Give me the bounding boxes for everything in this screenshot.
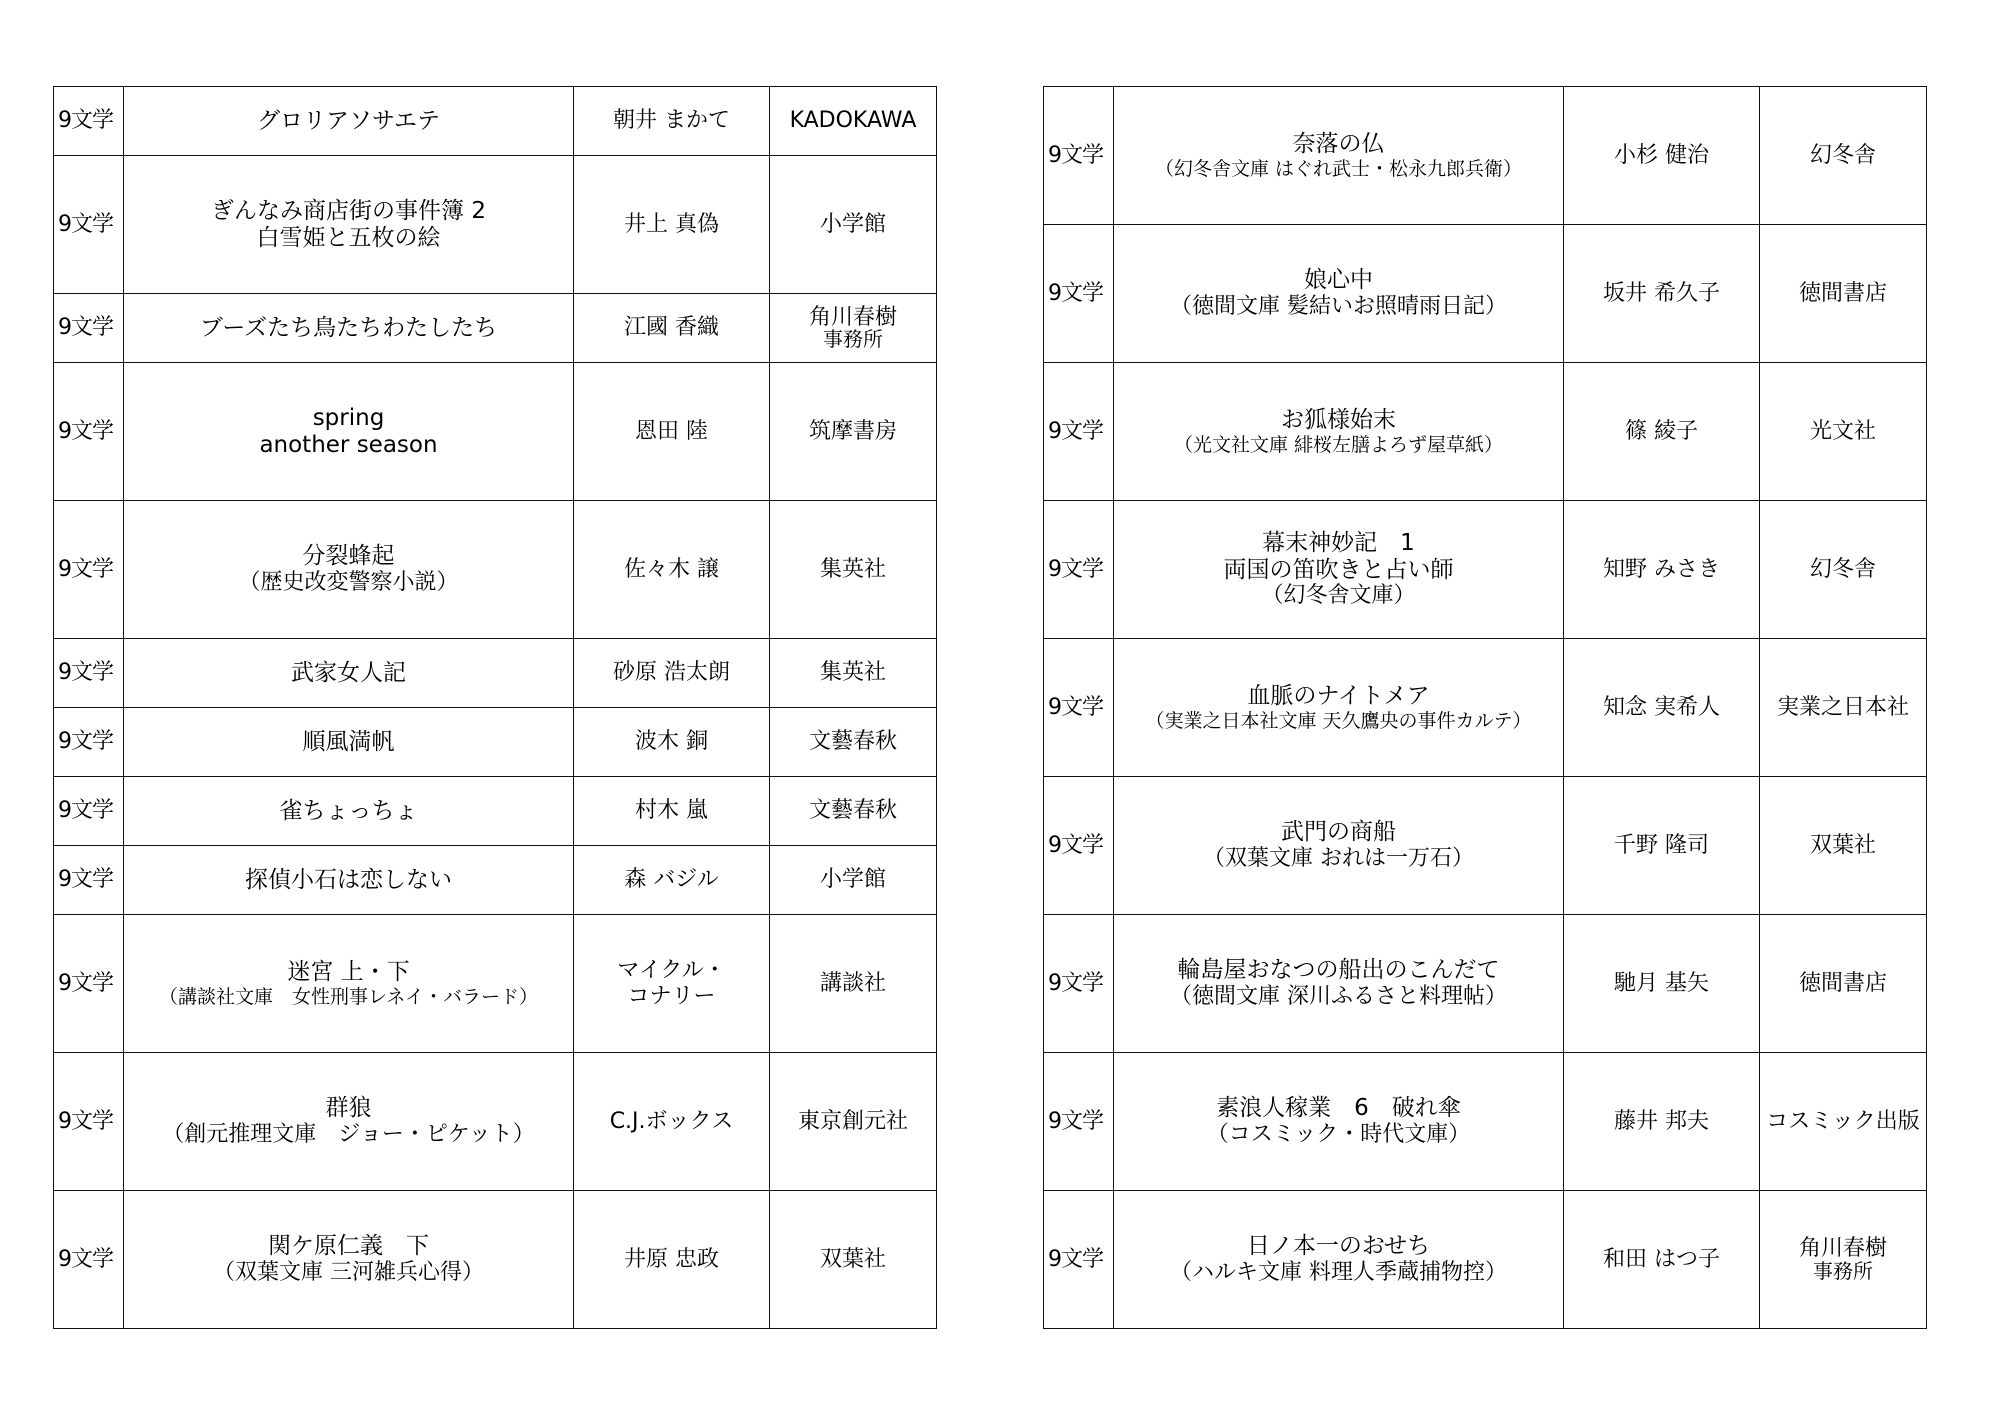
category-cell: 9文学: [1044, 501, 1114, 639]
book-title: 順風満帆: [302, 728, 395, 755]
title-cell: [1114, 225, 1564, 363]
book-title: お狐様始末: [1281, 407, 1396, 434]
table-row: [54, 1053, 937, 1191]
category-cell: 9文学: [1044, 639, 1114, 777]
title-cell: [124, 363, 574, 501]
publisher-cell: 幻冬舎: [1760, 87, 1927, 225]
table-row: [54, 915, 937, 1053]
table-row: [54, 777, 937, 846]
book-subtitle: （双葉文庫 三河雑兵心得）: [213, 1260, 484, 1286]
author-cell: 村木 嵐: [574, 777, 770, 846]
author-cell: [574, 915, 770, 1053]
publisher-cell: 実業之日本社: [1760, 639, 1927, 777]
author-cell: 井上 真偽: [574, 156, 770, 294]
book-subtitle: 白雪姫と五枚の絵: [256, 224, 441, 251]
category-cell: 9文学: [54, 87, 124, 156]
author-cell: 井原 忠政: [574, 1191, 770, 1329]
title-cell: [124, 846, 574, 915]
title-cell: [124, 294, 574, 363]
book-title: spring: [312, 404, 385, 431]
table-row: [1044, 225, 1927, 363]
category-cell: 9文学: [1044, 1191, 1114, 1329]
book-subtitle-2: （幻冬舎文庫）: [1261, 583, 1416, 609]
category-cell: 9文学: [1044, 87, 1114, 225]
publisher-cell: 幻冬舎: [1760, 501, 1927, 639]
author-cell: 篠 綾子: [1564, 363, 1760, 501]
book-subtitle: （徳間文庫 髪結いお照晴雨日記）: [1170, 294, 1507, 320]
title-cell: [124, 639, 574, 708]
category-cell: 9文学: [54, 1053, 124, 1191]
book-title: 分裂蜂起: [302, 543, 395, 570]
book-title: 血脈のナイトメア: [1247, 683, 1430, 710]
publisher-cell: [1760, 1191, 1927, 1329]
table-row: [1044, 87, 1927, 225]
author-cell: 朝井 まかて: [574, 87, 770, 156]
title-cell: [124, 915, 574, 1053]
author-cell: 知念 実希人: [1564, 639, 1760, 777]
book-subtitle: （歴史改変警察小説）: [238, 570, 459, 596]
book-title: 輪島屋おなつの船出のこんだて: [1177, 957, 1500, 984]
book-title: 武家女人記: [291, 659, 406, 686]
table-row: [1044, 1191, 1927, 1329]
publisher-cell: 集英社: [770, 501, 937, 639]
book-subtitle: （双葉文庫 おれは一万石）: [1203, 846, 1474, 872]
author-cell: 波木 銅: [574, 708, 770, 777]
publisher-cell: 徳間書店: [1760, 225, 1927, 363]
book-subtitle: another season: [259, 431, 438, 458]
publisher-cell: 東京創元社: [770, 1053, 937, 1191]
publisher-cell: 光文社: [1760, 363, 1927, 501]
book-subtitle: （コスミック・時代文庫）: [1206, 1122, 1471, 1148]
category-cell: 9文学: [1044, 777, 1114, 915]
category-cell: 9文学: [1044, 363, 1114, 501]
title-cell: [1114, 915, 1564, 1053]
book-subtitle: （講談社文庫 女性刑事レネイ・バラード）: [158, 985, 539, 1008]
category-cell: 9文学: [1044, 225, 1114, 363]
category-cell: 9文学: [54, 639, 124, 708]
title-cell: [124, 87, 574, 156]
table-row: [54, 156, 937, 294]
author-cell: 藤井 邦夫: [1564, 1053, 1760, 1191]
publisher-cell: 講談社: [770, 915, 937, 1053]
author-line: マイクル・: [617, 957, 726, 983]
book-subtitle: （幻冬舎文庫 はぐれ武士・松永九郎兵衛）: [1154, 157, 1523, 180]
category-cell: 9文学: [54, 363, 124, 501]
author-cell: 恩田 陸: [574, 363, 770, 501]
publisher-cell: [770, 294, 937, 363]
publisher-line: 角川春樹: [1798, 1236, 1887, 1262]
publisher-line: 事務所: [823, 327, 883, 352]
book-title: 日ノ本一のおせち: [1246, 1233, 1431, 1260]
title-cell: [1114, 501, 1564, 639]
category-cell: 9文学: [1044, 1053, 1114, 1191]
category-cell: 9文学: [54, 846, 124, 915]
book-subtitle: （光文社文庫 緋桜左膳よろず屋草紙）: [1173, 433, 1504, 456]
author-line: コナリー: [627, 983, 716, 1009]
publisher-cell: 小学館: [770, 156, 937, 294]
table-row: [54, 363, 937, 501]
category-cell: 9文学: [1044, 915, 1114, 1053]
book-title: 関ケ原仁義 下: [268, 1233, 429, 1260]
table-row: [1044, 1053, 1927, 1191]
book-title: グロリアソサエテ: [256, 107, 441, 134]
table-row: [1044, 501, 1927, 639]
title-cell: [1114, 1053, 1564, 1191]
category-cell: 9文学: [54, 915, 124, 1053]
publisher-cell: 徳間書店: [1760, 915, 1927, 1053]
title-cell: [124, 156, 574, 294]
book-subtitle: （徳間文庫 深川ふるさと料理帖）: [1170, 984, 1507, 1010]
book-list-table-left: [53, 86, 937, 1329]
author-cell: 千野 隆司: [1564, 777, 1760, 915]
publisher-cell: 文藝春秋: [770, 708, 937, 777]
title-cell: [124, 1053, 574, 1191]
book-title: 群狼: [325, 1095, 372, 1122]
title-cell: [124, 777, 574, 846]
title-cell: [1114, 1191, 1564, 1329]
title-cell: [124, 501, 574, 639]
publisher-cell: KADOKAWA: [770, 87, 937, 156]
book-subtitle: （ハルキ文庫 料理人季蔵捕物控）: [1170, 1260, 1507, 1286]
author-cell: 江國 香織: [574, 294, 770, 363]
publisher-line: 事務所: [1813, 1258, 1873, 1283]
book-subtitle: （実業之日本社文庫 天久鷹央の事件カルテ）: [1145, 709, 1532, 732]
publisher-cell: 双葉社: [1760, 777, 1927, 915]
book-title: 雀ちょっちょ: [279, 797, 418, 824]
category-cell: 9文学: [54, 777, 124, 846]
title-cell: [124, 1191, 574, 1329]
book-title: 幕末神妙記 1: [1262, 530, 1415, 557]
table-row: [54, 294, 937, 363]
author-cell: 和田 はつ子: [1564, 1191, 1760, 1329]
table-row: [54, 639, 937, 708]
book-title: ブーズたち鳥たちわたしたち: [199, 314, 498, 341]
book-list-table-right: [1043, 86, 1927, 1329]
book-title: 探偵小石は恋しない: [245, 866, 452, 893]
author-cell: 佐々木 譲: [574, 501, 770, 639]
book-title: 娘心中: [1304, 267, 1373, 294]
publisher-cell: 文藝春秋: [770, 777, 937, 846]
table-row: [54, 1191, 937, 1329]
table-row: [1044, 777, 1927, 915]
book-subtitle: （創元推理文庫 ジョー・ピケット）: [162, 1122, 535, 1148]
book-title: 武門の商船: [1281, 819, 1396, 846]
table-row: [1044, 363, 1927, 501]
publisher-cell: 小学館: [770, 846, 937, 915]
book-subtitle: 両国の笛吹きと占い師: [1223, 556, 1454, 583]
author-cell: 坂井 希久子: [1564, 225, 1760, 363]
book-title: 奈落の仏: [1292, 131, 1385, 158]
title-cell: [1114, 639, 1564, 777]
author-cell: 砂原 浩太朗: [574, 639, 770, 708]
publisher-cell: 筑摩書房: [770, 363, 937, 501]
book-title: ぎんなみ商店街の事件簿 2: [211, 197, 486, 224]
author-cell: 知野 みさき: [1564, 501, 1760, 639]
category-cell: 9文学: [54, 156, 124, 294]
category-cell: 9文学: [54, 1191, 124, 1329]
book-title: 迷宮 上・下: [287, 959, 410, 986]
publisher-cell: コスミック出版: [1760, 1053, 1927, 1191]
title-cell: [1114, 87, 1564, 225]
table-row: [54, 87, 937, 156]
title-cell: [1114, 777, 1564, 915]
category-cell: 9文学: [54, 708, 124, 777]
table-row: [54, 846, 937, 915]
table-row: [54, 501, 937, 639]
title-cell: [1114, 363, 1564, 501]
table-row: [1044, 915, 1927, 1053]
table-row: [54, 708, 937, 777]
publisher-line: 角川春樹: [808, 304, 897, 330]
publisher-cell: 集英社: [770, 639, 937, 708]
category-cell: 9文学: [54, 501, 124, 639]
publisher-cell: 双葉社: [770, 1191, 937, 1329]
book-title: 素浪人稼業 6 破れ傘: [1216, 1095, 1461, 1122]
author-cell: 小杉 健治: [1564, 87, 1760, 225]
author-cell: C.J.ボックス: [574, 1053, 770, 1191]
author-cell: 森 バジル: [574, 846, 770, 915]
table-row: [1044, 639, 1927, 777]
author-cell: 馳月 基矢: [1564, 915, 1760, 1053]
title-cell: [124, 708, 574, 777]
category-cell: 9文学: [54, 294, 124, 363]
